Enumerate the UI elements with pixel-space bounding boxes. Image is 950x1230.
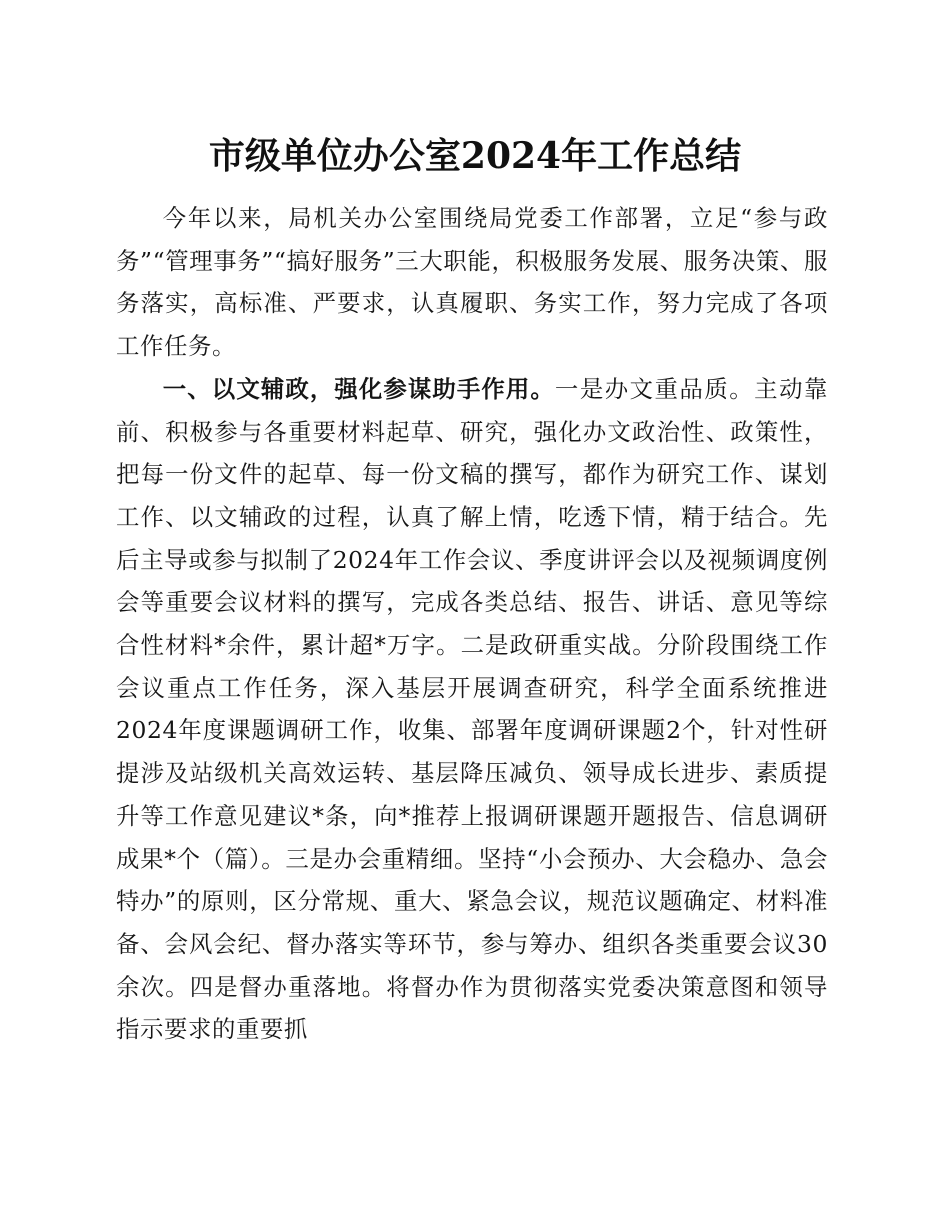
section-one-paragraph — [116, 368, 828, 1051]
document-title: 市级单位办公室2024年工作总结 — [208, 135, 742, 177]
intro-paragraph: 今年以来，局机关办公室围绕局党委工作部署，立足“参与政务”“管理事务”“搞好服务”三大职能，积极服务发展、服务决策、服务落实，高标准、严要求，认真履职、务实工作，努力完成了各项工作任务。 — [116, 204, 828, 361]
section-one-body: 一是办文重品质。主动靠前、积极参与各重要材料起草、研究，强化办文政治性、政策性，把每一份文件的起草、每一份文稿的撰写，都作为研究工作、谋划工作、以文辅政的过程，认真了解上情，吃透下情，精于结合。先后主导或参与拟制了2024年工作会议、季度讲评会以及视频调度例会等重要会议材料的撰写，完成各类总结、报告、讲话、意见等综合性材料*余件，累计超*万字。二是政研重实战。分阶段围绕工作会议重点工作任务，深入基层开展调查研究，科学全面系统推进2024年度课题调研工作，收集、部署年度调研课题2个，针对性研提涉及站级机关高效运转、基层降压减负、领导成长进步、素质提升等工作意见建议*条，向*推荐上报调研课题开题报告、信息调研成果*个（篇）。三是办会重精细。坚持“小会预办、大会稳办、急会特办”的原则，区分常规、重大、紧急会议，规范议题确定、材料准备、会风会纪、督办落实等环节，参与筹办、组织各类重要会议30余次。四是督办重落地。将督办作为贯彻落实党委决策意图和领导指示要求的重要抓 — [116, 374, 828, 1044]
section-one-heading: 一、以文辅政，强化参谋助手作用。 — [162, 374, 555, 403]
document-body — [116, 197, 828, 1051]
